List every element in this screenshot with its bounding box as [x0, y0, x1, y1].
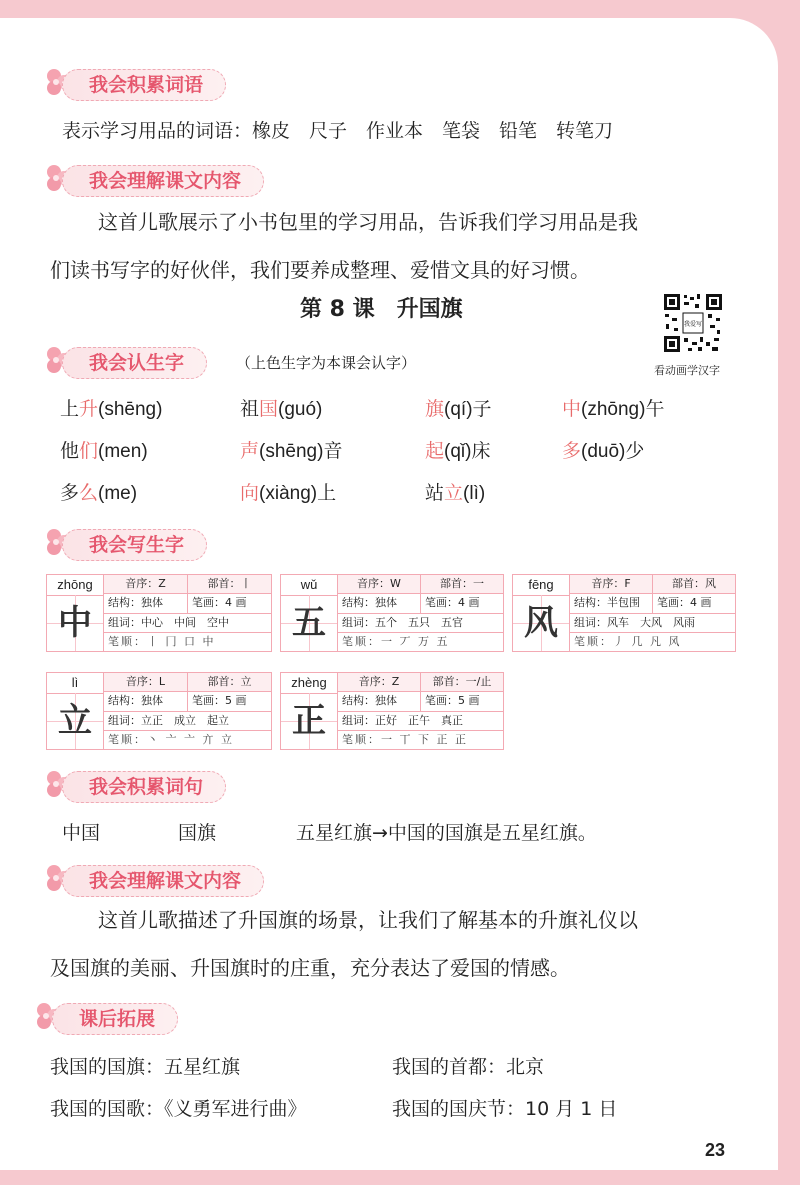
card-row: [338, 731, 503, 749]
lesson-title: 第 8 课 升国旗: [300, 297, 463, 322]
card-bihua: 笔画：5 画: [420, 692, 503, 710]
card-row: [338, 673, 503, 692]
recognize-item: [562, 394, 664, 421]
sentence-word-1: 中国: [62, 822, 101, 844]
card-character: 五: [281, 595, 337, 651]
qr-label: 我爱写: [683, 321, 703, 328]
recognize-item: [240, 436, 342, 463]
card-bishun: 笔顺：丶 亠 亠 亣 立: [108, 732, 234, 746]
card-character: 风: [513, 595, 569, 651]
card-char-box: [281, 673, 338, 749]
paragraph-line: 及国旗的美丽、升国旗时的庄重，充分表达了爱国的情感。: [50, 956, 570, 980]
card-info: [104, 673, 271, 749]
item-pinyin: (qí): [444, 399, 473, 420]
qr-caption: 看动画学汉字: [654, 364, 720, 377]
card-bishun: 笔顺：一 丆 万 五: [342, 634, 450, 648]
char-card: [46, 672, 272, 750]
item-char: 旗: [425, 398, 445, 420]
card-pinyin: fēng: [513, 575, 569, 596]
char-card: [280, 574, 504, 652]
section-title: 我会写生字: [62, 529, 207, 561]
item-pinyin: (duō): [581, 441, 626, 462]
card-yinxu: 音序：Z: [125, 577, 166, 590]
card-char-box: [47, 575, 104, 651]
item-post: 音: [323, 440, 343, 462]
card-bihua: 笔画：4 画: [652, 594, 735, 612]
recognize-note: （上色生字为本课会认字）: [236, 354, 417, 372]
recognize-item: [240, 394, 322, 421]
card-yinxu: 音序：W: [357, 577, 401, 590]
card-bushou: 部首：风: [652, 575, 735, 593]
card-row: [104, 614, 271, 633]
item-pre: 祖: [240, 398, 260, 420]
card-yinxu: 音序：L: [125, 675, 166, 688]
section-title: 课后拓展: [52, 1003, 178, 1035]
recognize-item: [60, 436, 148, 463]
char-card: [512, 574, 736, 652]
card-bihua: 笔画：4 画: [420, 594, 503, 612]
card-row: [338, 594, 503, 613]
item-pinyin: (me): [98, 483, 138, 504]
paragraph-line: 这首儿歌描述了升国旗的场景，让我们了解基本的升旗礼仪以: [98, 908, 638, 932]
item-pre: 他: [60, 440, 80, 462]
section-title: 我会理解课文内容: [62, 165, 264, 197]
item-pinyin: (zhōng): [581, 399, 646, 420]
sentence-text: 五星红旗→中国的国旗是五星红旗。: [296, 822, 597, 844]
card-row: [338, 633, 503, 651]
page-number: 23: [705, 1140, 726, 1160]
card-yinxu: 音序：F: [591, 577, 631, 590]
item-pinyin: (lì): [463, 483, 486, 504]
item-pre: 站: [425, 482, 445, 504]
card-jiegou: 结构：独体: [342, 596, 397, 610]
card-row: [570, 633, 735, 651]
extend-capital: 我国的首都：北京: [392, 1056, 545, 1078]
card-row: [570, 614, 735, 633]
item-post: 少: [625, 440, 645, 462]
paragraph-line: 这首儿歌展示了小书包里的学习用品，告诉我们学习用品是我: [98, 210, 638, 234]
item-pinyin: (shēng): [259, 441, 324, 462]
recognize-item: [425, 394, 492, 421]
item-char: 向: [240, 482, 260, 504]
card-character: 正: [281, 693, 337, 749]
recognize-item: [60, 478, 137, 505]
card-bihua: 笔画：4 画: [187, 594, 271, 612]
card-bishun: 笔顺：一 丅 下 正 正: [342, 732, 468, 746]
item-char: 们: [79, 440, 99, 462]
section-title: 我会积累词句: [62, 771, 226, 803]
card-char-box: [47, 673, 104, 749]
card-zuci: 组词：五个 五只 五官: [342, 615, 463, 629]
card-pinyin: lì: [47, 673, 103, 694]
card-pinyin: zhōng: [47, 575, 103, 596]
card-row: [104, 575, 271, 594]
card-bushou: 部首：立: [187, 673, 271, 691]
item-pre: 上: [60, 398, 80, 420]
card-pinyin: zhèng: [281, 673, 337, 694]
card-row: [338, 575, 503, 594]
card-row: [570, 575, 735, 594]
paragraph-understand-1: [50, 198, 740, 246]
item-pinyin: (shēng): [98, 399, 163, 420]
item-post: 上: [317, 482, 337, 504]
recognize-item: [425, 478, 485, 505]
item-char: 立: [444, 482, 464, 504]
card-zuci: 组词：中心 中间 空中: [108, 615, 229, 629]
item-pre: 多: [60, 482, 80, 504]
sentence-word-2: 国旗: [178, 822, 217, 844]
card-zuci: 组词：立正 成立 起立: [108, 713, 229, 727]
card-row: [104, 633, 271, 651]
card-char-box: [281, 575, 338, 651]
recognize-item: [240, 478, 336, 505]
item-char: 么: [79, 482, 99, 504]
card-row: [570, 594, 735, 613]
card-bushou: 部首：一/止: [420, 673, 503, 691]
card-zuci: 组词：正好 正午 真正: [342, 713, 463, 727]
item-char: 声: [240, 440, 260, 462]
recognize-item: [562, 436, 644, 463]
card-char-box: [513, 575, 570, 651]
item-post: 床: [471, 440, 491, 462]
card-row: [338, 712, 503, 731]
card-bushou: 部首：一: [420, 575, 503, 593]
paragraph-understand-2: [50, 896, 740, 944]
char-card: [46, 574, 272, 652]
card-bihua: 笔画：5 画: [187, 692, 271, 710]
extend-national-day: 我国的国庆节：10 月 1 日: [392, 1098, 618, 1120]
item-char: 升: [79, 398, 99, 420]
card-character: 立: [47, 693, 103, 749]
card-info: [570, 575, 735, 651]
item-char: 起: [425, 440, 445, 462]
item-post: 子: [472, 398, 492, 420]
card-row: [104, 594, 271, 613]
item-pinyin: (men): [98, 441, 148, 462]
words-text: 表示学习用品的词语：橡皮 尺子 作业本 笔袋 铅笔 转笔刀: [62, 120, 614, 142]
card-row: [338, 614, 503, 633]
extend-flag: 我国的国旗：五星红旗: [50, 1056, 241, 1078]
item-char: 中: [562, 398, 582, 420]
recognize-item: [425, 436, 490, 463]
card-row: [104, 712, 271, 731]
card-row: [104, 731, 271, 749]
paragraph-understand-2b: [50, 944, 740, 992]
card-zuci: 组词：风车 大风 风雨: [574, 615, 695, 629]
paragraph-understand-1b: [50, 246, 740, 294]
paragraph-line: 们读书写字的好伙伴，我们要养成整理、爱惜文具的好习惯。: [50, 258, 590, 282]
card-row: [338, 692, 503, 711]
card-yinxu: 音序：Z: [358, 675, 400, 688]
section-title: 我会积累词语: [62, 69, 226, 101]
card-jiegou: 结构：独体: [108, 596, 163, 610]
card-bishun: 笔顺：丿 几 凡 风: [574, 634, 682, 648]
card-bishun: 笔顺：丨 冂 口 中: [108, 634, 216, 648]
card-jiegou: 结构：半包围: [574, 596, 640, 610]
recognize-item: [60, 394, 162, 421]
item-char: 国: [259, 398, 279, 420]
card-character: 中: [47, 595, 103, 651]
qr-code-icon[interactable]: [662, 292, 724, 354]
card-row: [104, 692, 271, 711]
card-jiegou: 结构：独体: [342, 694, 397, 708]
card-info: [104, 575, 271, 651]
card-bushou: 部首：丨: [187, 575, 271, 593]
card-jiegou: 结构：独体: [108, 694, 163, 708]
item-pinyin: (guó): [278, 399, 323, 420]
card-info: [338, 575, 503, 651]
card-info: [338, 673, 503, 749]
item-post: 午: [645, 398, 665, 420]
card-pinyin: wǔ: [281, 575, 337, 596]
section-title: 我会理解课文内容: [62, 865, 264, 897]
extend-anthem: 我国的国歌：《义勇军进行曲》: [50, 1098, 307, 1120]
card-row: [104, 673, 271, 692]
char-card: [280, 672, 504, 750]
item-pinyin: (xiàng): [259, 483, 318, 504]
item-char: 多: [562, 440, 582, 462]
section-title: 我会认生字: [62, 347, 207, 379]
item-pinyin: (qǐ): [444, 441, 472, 462]
